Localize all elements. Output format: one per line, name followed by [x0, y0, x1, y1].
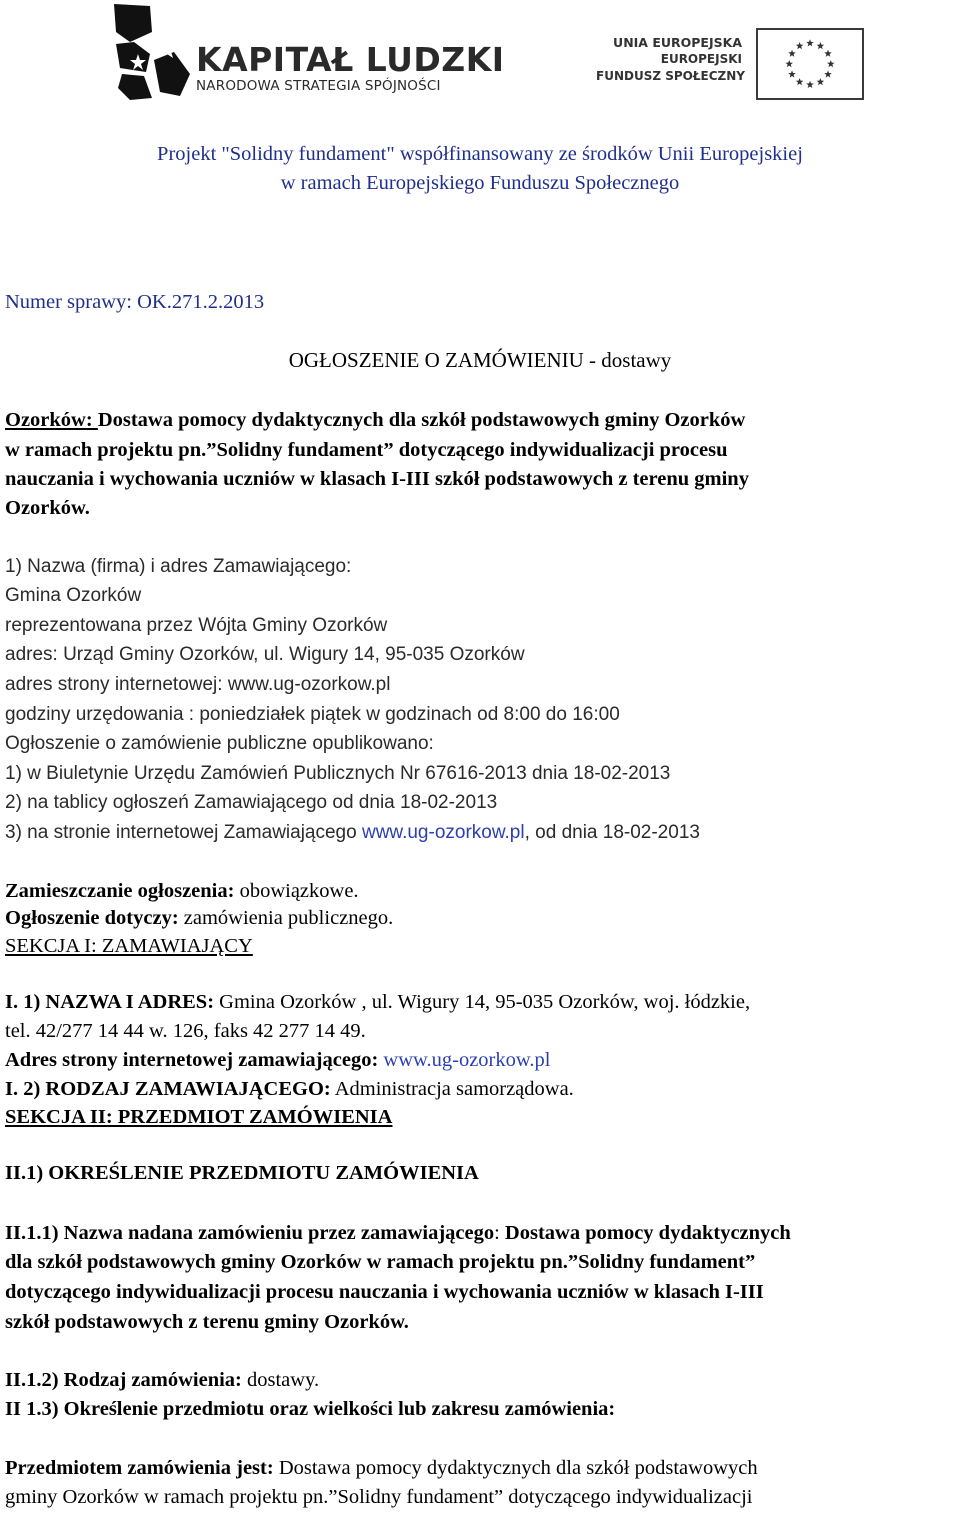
section-2-1-1-label: II.1.1) Nazwa nadana zamówieniu przez zamawiającego: [5, 1222, 495, 1244]
eu-flag-stars-icon: [756, 28, 864, 100]
subject-of-order-line-2: gminy Ozorków w ramach projektu pn.”Solidny fundament” dotyczącego indywidualizacji: [5, 1486, 753, 1508]
publication-1: 1) w Biuletynie Urzędu Zamówień Publicznych Nr 67616-2013 dnia 18-02-2013: [5, 763, 671, 784]
section-1-phone: tel. 42/277 14 44 w. 126, faks 42 277 14 49.: [5, 1020, 366, 1042]
section-2-1-3: II 1.3) Określenie przedmiotu oraz wielkości lub zakresu zamówienia:: [5, 1398, 616, 1420]
section-1-type-line: [5, 1077, 574, 1101]
section-1-web-line: [5, 1048, 550, 1072]
subject-line-4: Ozorków.: [5, 497, 90, 519]
publication-2: 2) na tablicy ogłoszeń Zamawiającego od dnia 18-02-2013: [5, 792, 498, 813]
section-1-type-value: Administracja samorządowa.: [330, 1078, 574, 1100]
subject-of-order-value-1: Dostawa pomocy dydaktycznych dla szkół podstawowych: [273, 1457, 758, 1479]
eu-star-icon: [824, 70, 832, 77]
section-1-web-label: Adres strony internetowej zamawiającego:: [5, 1049, 379, 1071]
contracting-website: adres strony internetowej: www.ug-ozorkow.pl: [5, 674, 391, 695]
placing-line: [5, 879, 359, 903]
section-1-name-label: I. 1) NAZWA I ADRES:: [5, 991, 215, 1013]
subject-place: Ozorków:: [5, 409, 98, 431]
contracting-name: Gmina Ozorków: [5, 585, 142, 606]
kapital-ludzki-title: KAPITAŁ LUDZKI: [196, 40, 505, 79]
kapital-ludzki-logo: [110, 2, 505, 102]
eu-star-icon: [788, 70, 796, 77]
eu-star-icon: [796, 42, 804, 49]
eu-star-icon: [824, 50, 832, 57]
publication-3-a: 3) na stronie internetowej Zamawiającego: [5, 822, 362, 843]
section-1-name-value: Gmina Ozorków , ul. Wigury 14, 95-035 Ozorków, woj. łódzkie,: [214, 991, 751, 1013]
subject-line-2: w ramach projektu pn.”Solidny fundament” dotyczącego indywidualizacji procesu: [5, 439, 728, 461]
eu-star-icon: [817, 78, 825, 85]
section-1-name-line: [5, 990, 750, 1014]
eu-logo-line3: FUNDUSZ SPOŁECZNY: [596, 69, 745, 83]
notice-title: OGŁOSZENIE O ZAMÓWIENIU - dostawy: [288, 348, 672, 372]
subject-of-order-line-1: [5, 1456, 758, 1480]
eu-star-icon: [796, 78, 804, 85]
eu-logo: [596, 28, 868, 102]
kapital-ludzki-mark-icon: [110, 2, 194, 102]
concerns-line: [5, 906, 393, 930]
publication-3-link[interactable]: www.ug-ozorkow.pl: [361, 822, 525, 843]
placing-label: Zamieszczanie ogłoszenia:: [5, 880, 235, 902]
section-2-1: II.1) OKREŚLENIE PRZEDMIOTU ZAMÓWIENIA: [5, 1162, 479, 1184]
eu-logo-line1: UNIA EUROPEJSKA: [613, 35, 742, 50]
subject-line1-rest: Dostawa pomocy dydaktycznych dla szkół podstawowych gminy Ozorków: [97, 409, 746, 431]
project-line-1: Projekt "Solidny fundament" współfinansowany ze środków Unii Europejskiej: [157, 143, 803, 165]
eu-star-icon: [827, 60, 835, 67]
section-2-1-1-value-1: Dostawa pomocy dydaktycznych: [504, 1222, 791, 1244]
eu-star-icon: [806, 81, 814, 88]
eu-star-icon: [788, 50, 796, 57]
section-2-1-2-line: [5, 1368, 319, 1392]
eu-star-icon: [785, 60, 793, 67]
eu-logo-line2: EUROPEJSKI: [660, 52, 742, 66]
section-2-1-2-value: dostawy.: [241, 1369, 320, 1391]
publication-3-b: , od dnia 18-02-2013: [524, 822, 700, 843]
section-2-1-2-label: II.1.2) Rodzaj zamówienia:: [5, 1369, 242, 1391]
contracting-hours: godziny urzędowania : poniedziałek piątek w godzinach od 8:00 do 16:00: [5, 704, 620, 725]
subject-line-1: [5, 408, 745, 432]
concerns-label: Ogłoszenie dotyczy:: [5, 907, 179, 929]
placing-value: obowiązkowe.: [234, 880, 359, 902]
contracting-address: [5, 643, 525, 667]
section-2-1-1-line-2: dla szkół podstawowych gminy Ozorków w ramach projektu pn.”Solidny fundament”: [5, 1251, 756, 1273]
contracting-address-a: adres: Urząd Gminy Ozorków, ul.: [5, 644, 290, 665]
eu-logo-text: [596, 34, 745, 85]
section-2-title: SEKCJA II: PRZEDMIOT ZAMÓWIENIA: [5, 1106, 393, 1128]
concerns-value: zamówienia publicznego.: [178, 907, 394, 929]
kapital-ludzki-subtitle: NARODOWA STRATEGIA SPÓJNOŚCI: [196, 78, 441, 94]
subject-of-order-label: Przedmiotem zamówienia jest:: [5, 1457, 274, 1479]
subject-line-3: nauczania i wychowania uczniów w klasach I-III szkół podstawowych z terenu gminy: [5, 468, 749, 490]
section-2-1-1-colon: :: [494, 1222, 505, 1244]
section-1-type-label: I. 2) RODZAJ ZAMAWIAJĄCEGO:: [5, 1078, 331, 1100]
section-1-title: SEKCJA I: ZAMAWIAJĄCY: [5, 935, 253, 957]
contracting-published: Ogłoszenie o zamówienie publiczne opublikowano:: [5, 733, 434, 754]
section-1-web-link[interactable]: www.ug-ozorkow.pl: [378, 1049, 551, 1071]
section-2-1-1-line-3: dotyczącego indywidualizacji procesu nauczania i wychowania uczniów w klasach I-III: [5, 1281, 764, 1303]
eu-star-icon: [817, 42, 825, 49]
publication-3: [5, 821, 700, 845]
eu-star-icon: [806, 39, 814, 46]
contracting-address-b: Wigury 14, 95-035 Ozorków: [289, 644, 525, 665]
case-number: Numer sprawy: OK.271.2.2013: [5, 291, 265, 313]
section-2-1-1-line-1: [5, 1221, 791, 1245]
project-line-2: w ramach Europejskiego Funduszu Społecznego: [280, 172, 680, 194]
contracting-represented: reprezentowana przez Wójta Gminy Ozorków: [5, 615, 388, 636]
section-2-1-1-line-4: szkół podstawowych z terenu gminy Ozorków.: [5, 1311, 409, 1333]
contracting-heading: 1) Nazwa (firma) i adres Zamawiającego:: [5, 556, 352, 577]
